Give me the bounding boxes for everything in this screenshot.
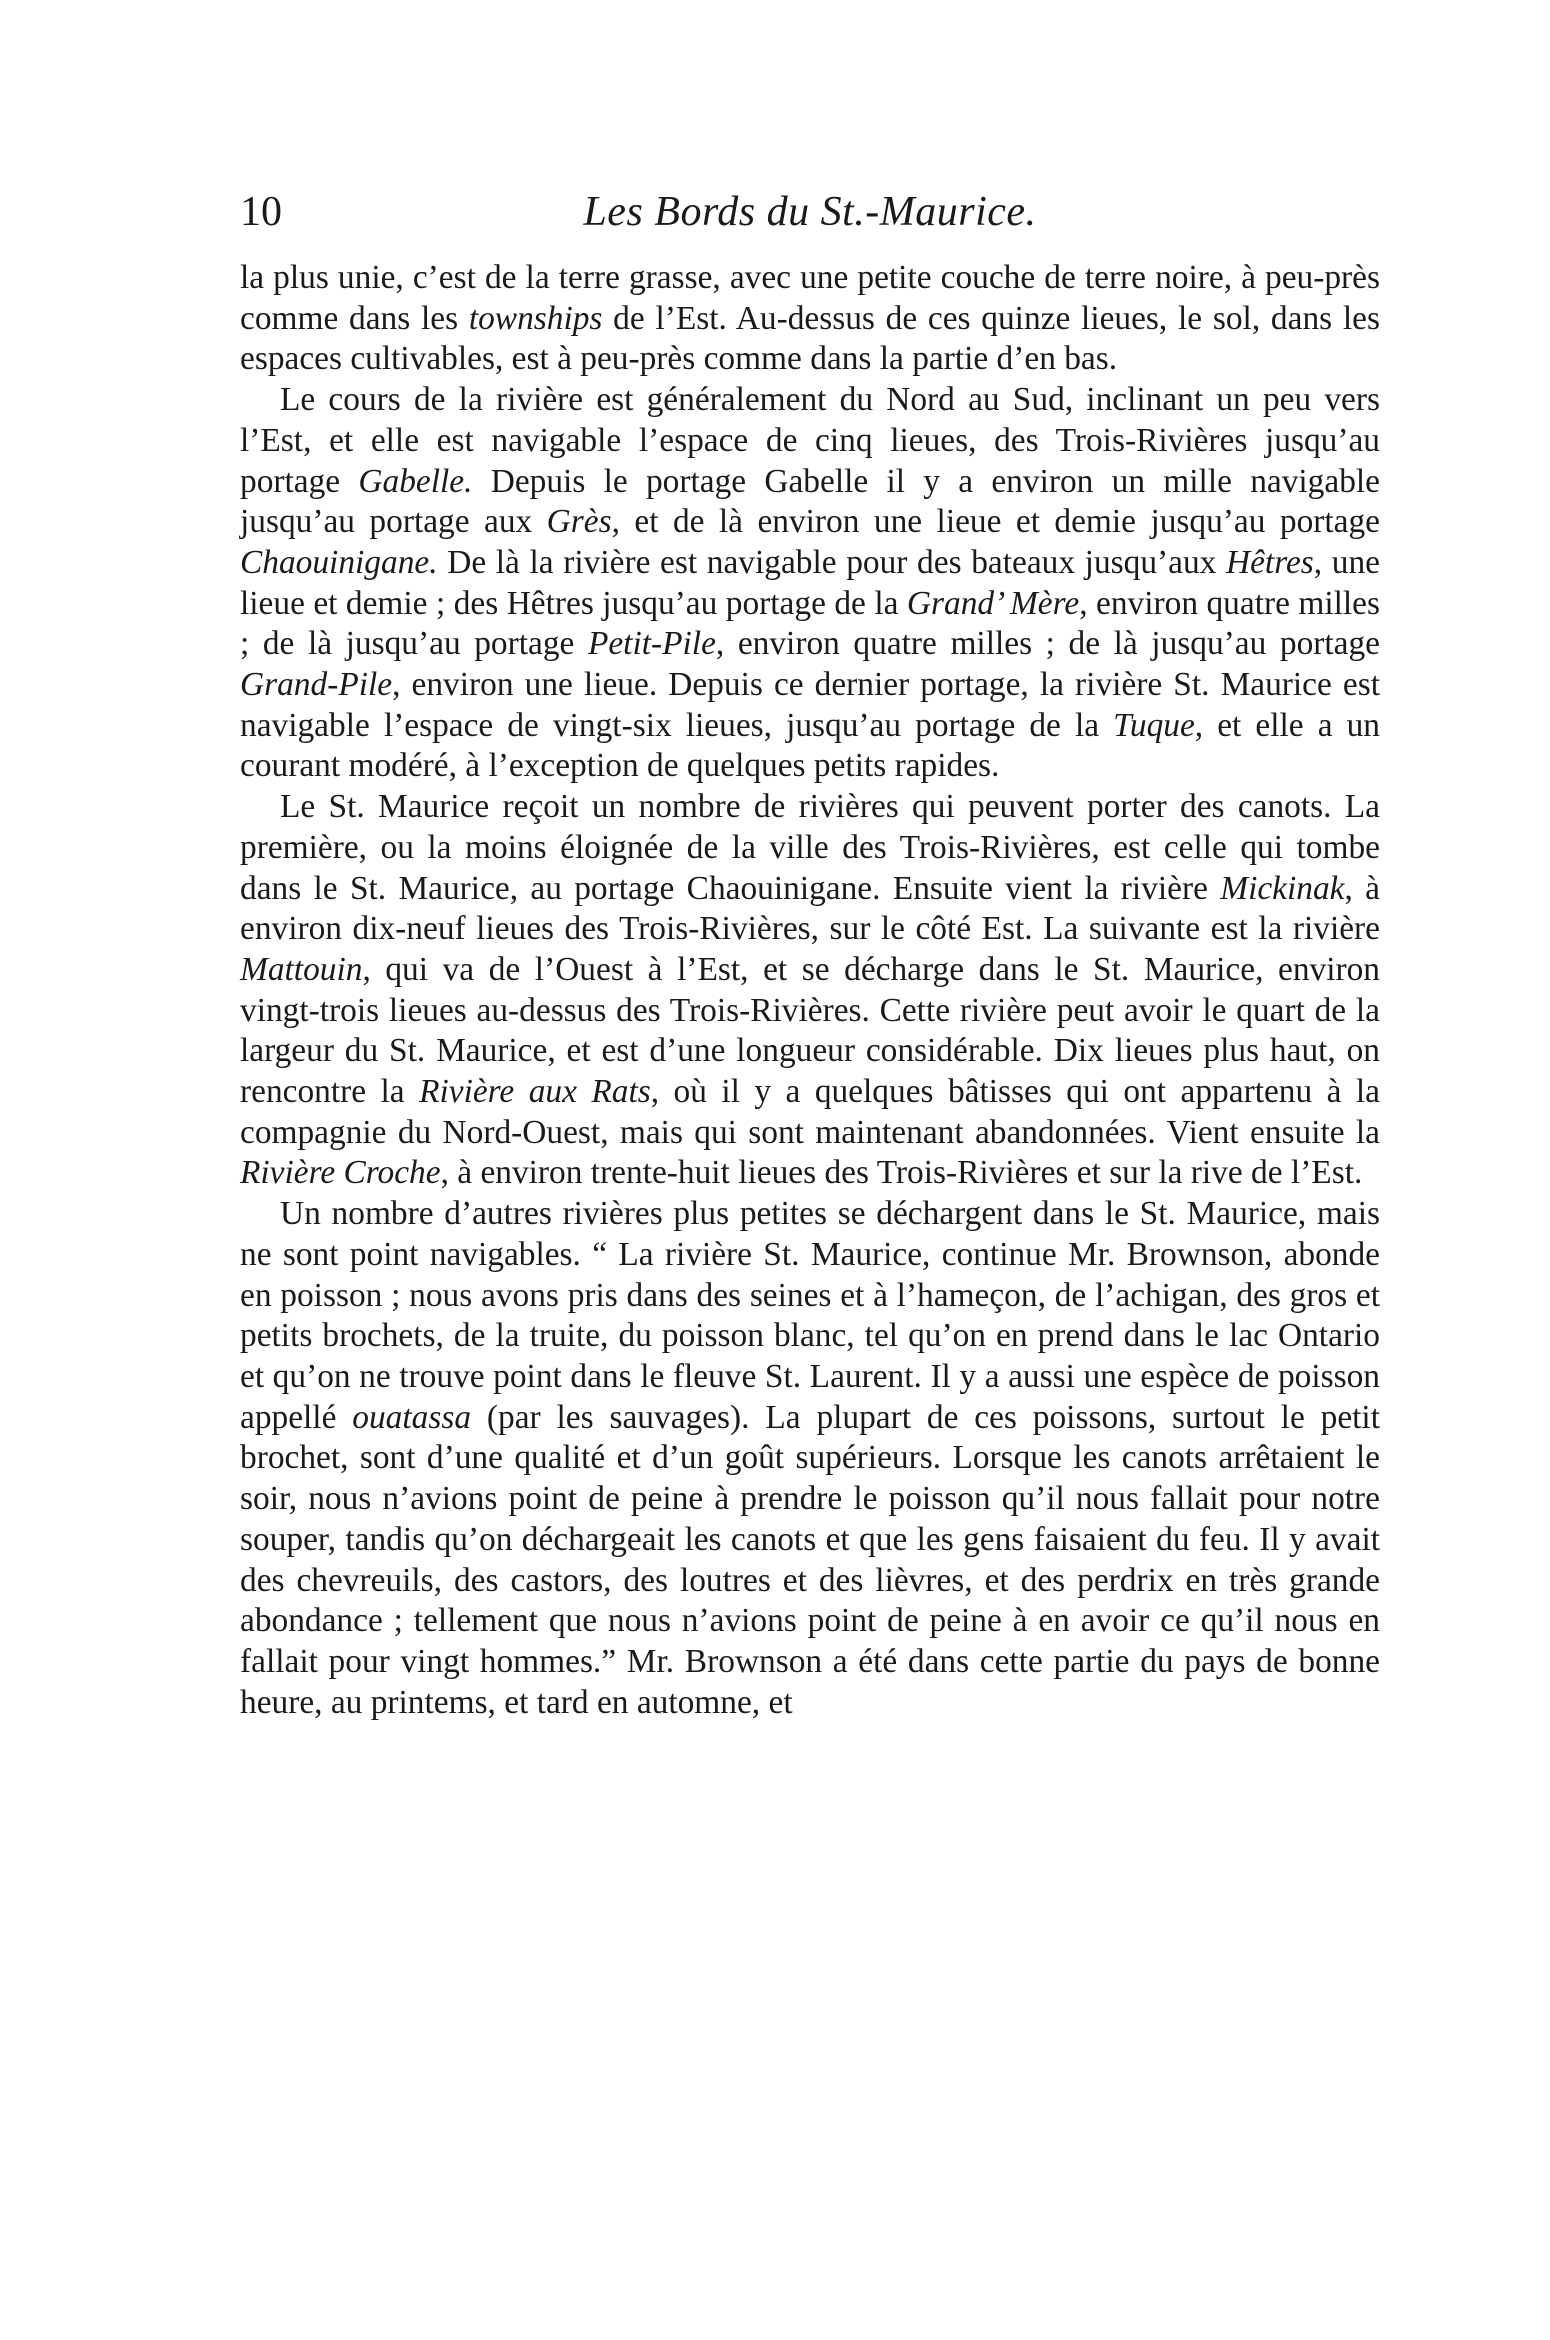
italic-text: townships [468,299,603,337]
italic-text: Gabelle. [358,462,473,500]
body-text [240,258,1380,1723]
italic-text: Grand-Pile [240,666,393,704]
text-run: , et de là environ une lieue et demie jusqu’au portage [611,503,1381,541]
text-run: Le St. Maurice reçoit un nombre de rivières qui peuvent porter des canots. La première, ou la moins éloignée de la ville des Trois-Rivières, est celle qui tombe dans le St. Maurice, au portage Chaouinigane. Ensuite vient la rivière [240,788,1380,907]
page-number: 10 [240,189,282,235]
text-run: Le cours de la rivière est généralement du Nord au Sud, inclinant un peu vers l’Est, et elle est navigable l’espace de cinq lieues, des Trois-Rivières jusqu’au portage [240,381,1380,500]
paragraph [240,787,1380,1194]
book-page [240,180,1380,1723]
paragraph [240,1194,1380,1723]
text-run: , environ quatre milles ; de là jusqu’au portage [240,584,1380,663]
text-run: , à environ dix-neuf lieues des Trois-Rivières, sur le côté Est. La suivante est la rivière [240,869,1380,948]
text-run: , environ quatre milles ; de là jusqu’au portage [715,625,1380,663]
italic-text: Tuque [1113,706,1195,744]
italic-text: Grand’ Mère [906,584,1080,622]
text-run: (par les sauvages). La plupart de ces poissons, surtout le petit brochet, sont d’une qualité et d’un goût supérieurs. Lorsque les canots arrêtaient le soir, nous n’avions point de peine à prendre le poisson qu’il nous fallait pour notre souper, tandis qu’on déchargeait les canots et que les gens faisaient du feu. Il y avait des chevreuils, des castors, des loutres et des lièvres, et des perdrix en très grande abondance ; tellement que nous n’avions point de peine à en avoir ce qu’il nous en fallait pour vingt hommes.” Mr. Brownson a été dans cette partie du pays de bonne heure, au printems, et tard en automne, et [240,1398,1380,1721]
text-run: , une lieue et demie ; des Hêtres jusqu’au portage de la [240,543,1380,622]
italic-text: Petit-Pile [587,625,716,663]
italic-text: Hêtres [1226,543,1314,581]
italic-text: Grès [546,503,612,541]
paragraph [240,258,1380,380]
text-run: Un nombre d’autres rivières plus petites se déchargent dans le St. Maurice, mais ne sont point navigables. “ La rivière St. Maurice, continue Mr. Brownson, abonde en poisson ; nous avons pris dans des seines et à l’hameçon, de l’achigan, des gros et petits brochets, de la truite, du poisson blanc, tel qu’on en prend dans le lac Ontario et qu’on ne trouve point dans le fleuve St. Laurent. Il y a aussi une espèce de poisson appellé [240,1195,1380,1436]
page-header [240,180,1380,244]
italic-text: Rivière Croche [240,1154,441,1192]
paragraph [240,380,1380,787]
text-run: de l’Est. Au-dessus de ces quinze lieues, le sol, dans les espaces cultivables, est à peu-près comme dans la partie d’en bas. [240,299,1380,378]
italic-text: Rivière aux Rats [419,1073,651,1111]
italic-text: ouatassa [352,1398,472,1436]
text-run: , où il y a quelques bâtisses qui ont appartenu à la compagnie du Nord-Ouest, mais qui sont maintenant abandonnées. Vient ensuite la [240,1073,1381,1151]
italic-text: Mattouin [240,950,363,988]
text-run: , à environ trente-huit lieues des Trois-Rivières et sur la rive de l’Est. [440,1154,1363,1192]
text-run: la plus unie, c’est de la terre grasse, avec une petite couche de terre noire, à peu-près comme dans les [240,259,1380,337]
italic-text: Chaouinigane. [240,543,438,581]
text-run: , et elle a un courant modéré, à l’exception de quelques petits rapides. [240,706,1380,785]
text-run: Depuis le portage Gabelle il y a environ un mille navigable jusqu’au portage aux [240,462,1380,541]
text-run: , environ une lieue. Depuis ce dernier portage, la rivière St. Maurice est navigable l’espace de vingt-six lieues, jusqu’au portage de la [240,666,1380,744]
running-title: Les Bords du St.-Maurice. [583,189,1037,235]
italic-text: Mickinak [1220,869,1345,907]
text-run: De là la rivière est navigable pour des bateaux jusqu’aux [437,543,1226,581]
text-run: , qui va de l’Ouest à l’Est, et se décharge dans le St. Maurice, environ vingt-trois lieues au-dessus des Trois-Rivières. Cette rivière peut avoir le quart de la largeur du St. Maurice, et est d’une longueur considérable. Dix lieues plus haut, on rencontre la [240,950,1380,1111]
